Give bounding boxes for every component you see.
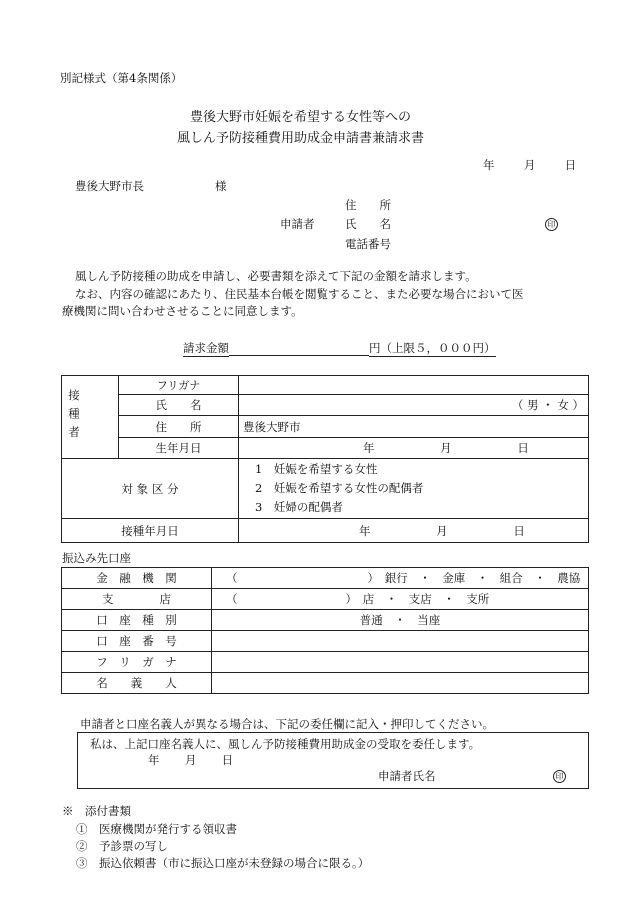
vacc-date-field[interactable] (239, 519, 589, 543)
dob-label: 生年月日 (119, 438, 239, 459)
vaccinee-group-label: 接種者 (62, 376, 119, 459)
name-label: 氏 名 (119, 395, 239, 416)
seal-icon: 印 (545, 218, 558, 231)
delegate-seal (553, 768, 566, 783)
attachment-2: ② 予診票の写し (76, 839, 168, 853)
bank-branch-field[interactable] (212, 589, 589, 610)
delegate-text: 私は、上記口座名義人に、風しん予防接種費用助成金の受取を委任します。 (90, 737, 481, 751)
applicant-label: 申請者 (280, 217, 315, 231)
holder-field[interactable] (212, 673, 589, 694)
bank-table (61, 567, 589, 694)
title-line-2: 風しん予防接種費用助成金申請書兼請求書 (177, 131, 425, 146)
date-day: 日 (564, 158, 577, 172)
category-label: 対 象 区 分 (62, 459, 239, 519)
vacc-day: 日 (513, 523, 525, 538)
applicant-address-label: 住 所 (345, 198, 391, 212)
delegate-date (148, 752, 233, 768)
addressee: 豊後大野市長 (75, 179, 144, 193)
address-label: 住 所 (119, 416, 239, 438)
attachment-3: ③ 振込依頼書（市に振込口座が未登録の場合に限る。） (76, 856, 370, 870)
vacc-year: 年 (359, 523, 371, 538)
branch-options: ） 店 ・ 支店 ・ 支所 (345, 592, 490, 606)
institution-open-paren: （ (226, 571, 238, 585)
account-number-label: 口 座 番 号 (62, 631, 212, 652)
holder-furigana-label: フ リ ガ ナ (62, 652, 212, 673)
body-line-1: 風しん予防接種の助成を申請し、必要書類を添えて下記の金額を請求します。 (75, 269, 477, 283)
furigana-field[interactable] (239, 376, 589, 395)
dob-field[interactable] (239, 438, 589, 459)
delegate-signature-label: 申請者氏名 (378, 769, 436, 783)
title-line-1: 豊後大野市妊娠を希望する女性等への (190, 110, 412, 125)
amount-field[interactable] (229, 341, 369, 356)
attachments-heading: ※ 添付書類 (62, 804, 131, 818)
gender-select[interactable]: （ 男 ・ 女 ） (239, 395, 589, 416)
date-year: 年 (483, 158, 495, 172)
applicant-seal (545, 216, 558, 231)
account-type-label: 口 座 種 別 (62, 610, 212, 631)
holder-label: 名 義 人 (62, 673, 212, 694)
honorific: 様 (215, 179, 227, 193)
category-option-3[interactable]: 3 妊婦の配偶者 (255, 500, 343, 514)
delegate-note: 申請者と口座名義人が異なる場合は、下記の委任欄に記入・押印してください。 (80, 717, 494, 731)
form-reference: 別記様式（第4条関係） (60, 71, 183, 85)
account-number-field[interactable] (212, 631, 589, 652)
dob-month: 月 (440, 441, 452, 455)
date-month: 月 (523, 158, 536, 172)
category-options[interactable] (239, 459, 589, 519)
dob-year: 年 (363, 441, 375, 455)
amount-row (183, 340, 496, 357)
seal-icon: 印 (553, 770, 566, 783)
delegate-month: 月 (184, 753, 197, 767)
applicant-name-label: 氏 名 (345, 217, 391, 231)
delegate-day: 日 (221, 753, 234, 767)
vaccinee-table (61, 375, 589, 543)
dob-day: 日 (517, 441, 529, 455)
bank-institution-label: 金 融 機 関 (62, 568, 212, 589)
amount-unit: 円（上限５，０００円） (369, 341, 496, 355)
attachment-1: ① 医療機関が発行する領収書 (76, 822, 237, 836)
vacc-date-label: 接種年月日 (62, 519, 239, 543)
branch-open-paren: （ (226, 592, 238, 606)
bank-heading: 振込み先口座 (62, 551, 131, 565)
furigana-label: フリガナ (119, 376, 239, 395)
body-line-2: なお、内容の確認にあたり、住民基本台帳を閲覧すること、また必要な場合において医 (75, 287, 524, 301)
vacc-month: 月 (436, 523, 448, 538)
applicant-phone-label: 電話番号 (345, 237, 391, 251)
delegate-year: 年 (148, 753, 160, 767)
address-field[interactable]: 豊後大野市 (239, 416, 589, 438)
category-option-1[interactable]: 1 妊娠を希望する女性 (255, 462, 378, 476)
header-date (483, 157, 576, 173)
amount-label: 請求金額 (183, 341, 229, 355)
category-option-2[interactable]: 2 妊娠を希望する女性の配偶者 (255, 481, 424, 495)
bank-branch-label: 支 店 (62, 589, 212, 610)
holder-furigana-field[interactable] (212, 652, 589, 673)
institution-options: ） 銀行 ・ 金庫 ・ 組合 ・ 農協 (367, 571, 581, 585)
body-line-3: 療機関に問い合わせさせることに同意します。 (62, 304, 303, 318)
bank-institution-field[interactable] (212, 568, 589, 589)
account-type-field[interactable]: 普通 ・ 当座 (212, 610, 589, 631)
